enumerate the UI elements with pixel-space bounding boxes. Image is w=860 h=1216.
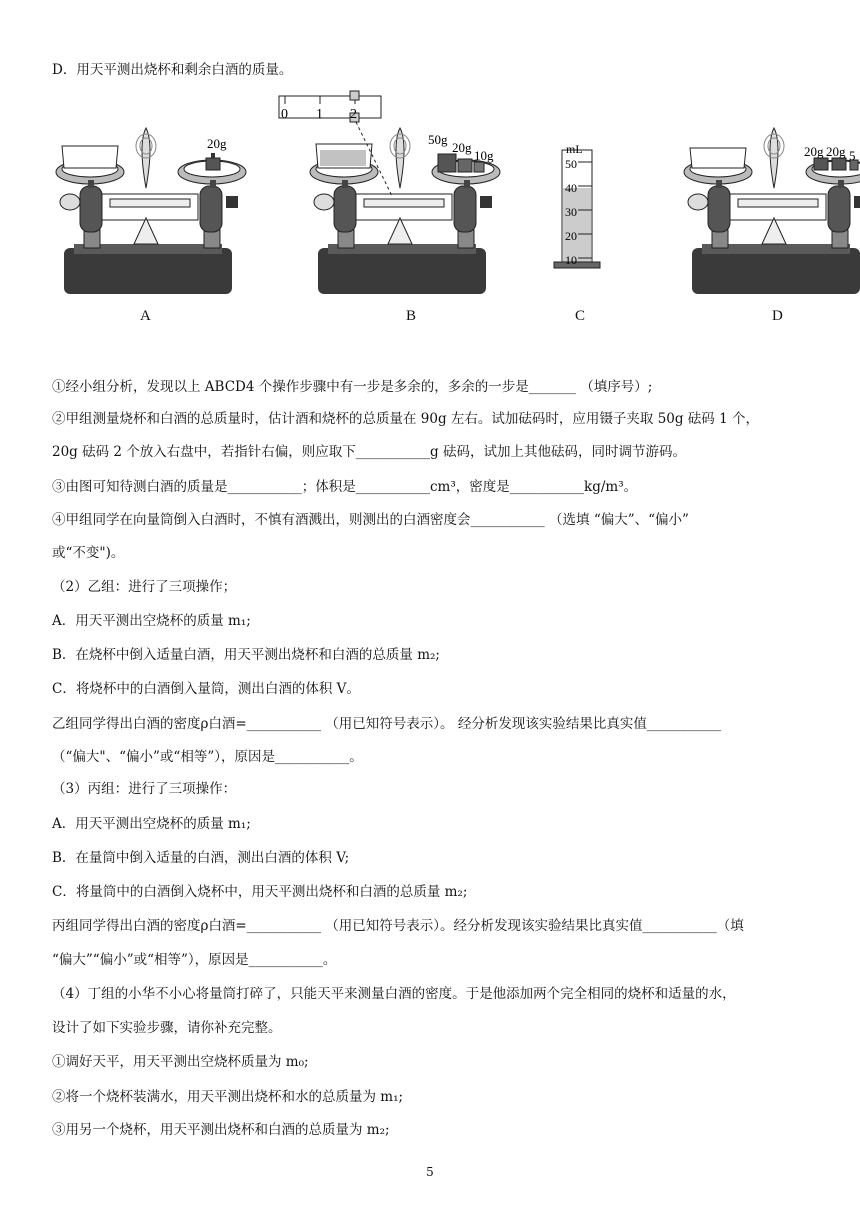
question-line: 或“不变")。 [52,545,125,561]
balance-a [56,128,246,294]
cylinder-tick-50: 50 [565,157,577,171]
question-line: B．在量筒中倒入适量的白酒，测出白酒的体积 V; [52,850,350,866]
cylinder-tick-40: 40 [565,181,577,195]
question-line: （2）乙组：进行了三项操作； [52,579,237,595]
question-line: C．将量筒中的白酒倒入烧杯中，用天平测出烧杯和白酒的总质量 m₂; [52,884,468,900]
question-line: ④甲组同学在向量筒倒入白酒时，不慎有酒溅出，则测出的白酒密度会___________ （选填 “偏大”、“偏小” [52,512,689,528]
cylinder-tick-30: 30 [565,205,577,219]
caption-b: B [406,308,417,324]
cylinder-unit: mL [566,142,583,156]
question-line: ③用另一个烧杯，用天平测出烧杯和白酒的总质量为 m₂; [52,1122,390,1138]
weight-d-5: 5 [849,148,856,163]
cylinder-tick-20: 20 [565,229,577,243]
question-line: 20g 砝码 2 个放入右盘中，若指针右偏，则应取下___________g 砝码，试加上其他砝码，同时调节游码。 [52,444,686,460]
question-line: ②甲组测量烧杯和白酒的总质量时，估计酒和烧杯的总质量在 90g 左右。试加砝码时，应用镊子夹取 50g 砝码 1 个， [52,411,759,427]
question-line: ②将一个烧杯装满水，用天平测出烧杯和水的总质量为 m₁; [52,1089,404,1105]
weight-d-20b: 20g [826,144,846,159]
page-number: 5 [426,1165,434,1179]
question-line: A．用天平测出空烧杯的质量 m₁; [52,816,251,832]
caption-c: C [575,308,586,324]
question-line: ③由图可知待测白酒的质量是___________；体积是___________cm³，密度是___________kg/m³。 [52,479,638,495]
question-line: B．在烧杯中倒入适量白酒，用天平测出烧杯和白酒的总质量 m₂; [52,647,440,663]
weight-b-20: 20g [452,140,472,155]
cylinder-tick-10: 10 [565,253,577,267]
graduated-cylinder [554,150,600,268]
ruler-2: 2 [350,107,357,122]
question-line: “偏大”“偏小”或“相等”），原因是___________。 [52,952,337,968]
question-line: 设计了如下实验步骤，请你补充完整。 [52,1020,282,1036]
weight-b-10: 10g [474,148,494,163]
weight-a: 20g [207,136,227,151]
question-line: （“偏大"、“偏小”或“相等”），原因是___________。 [52,749,363,765]
ruler-1: 1 [316,107,323,122]
ruler-0: 0 [281,107,288,122]
step-d-text: D．用天平测出烧杯和剩余白酒的质量。 [52,62,293,78]
question-line: （3）丙组：进行了三项操作： [52,781,237,797]
question-line: ①经小组分析，发现以上 ABCD4 个操作步骤中有一步是多余的，多余的一步是_______ （填序号）; [52,379,653,395]
question-line: A．用天平测出空烧杯的质量 m₁; [52,613,251,629]
question-line: （4）丁组的小华不小心将量筒打碎了，只能天平来测量白酒的密度。于是他添加两个完全相同的烧杯和适量的水， [52,986,736,1002]
question-line: 丙组同学得出白酒的密度ρ白酒=___________ （用已知符号表示）。经分析发现该实验结果比真实值___________（填 [52,918,744,934]
balance-b [310,128,500,294]
weight-d-20a: 20g [804,144,824,159]
caption-a: A [140,308,151,324]
weight-b-50: 50g [428,132,448,147]
question-line: ①调好天平，用天平测出空烧杯质量为 m₀; [52,1054,309,1070]
caption-d: D [772,308,783,324]
question-line: C．将烧杯中的白酒倒入量筒，测出白酒的体积 V。 [52,681,360,697]
question-line: 乙组同学得出白酒的密度ρ白酒=___________ （用已知符号表示）。 经分析发现该实验结果比真实值___________ [52,716,722,732]
balance-figure [0,86,860,336]
